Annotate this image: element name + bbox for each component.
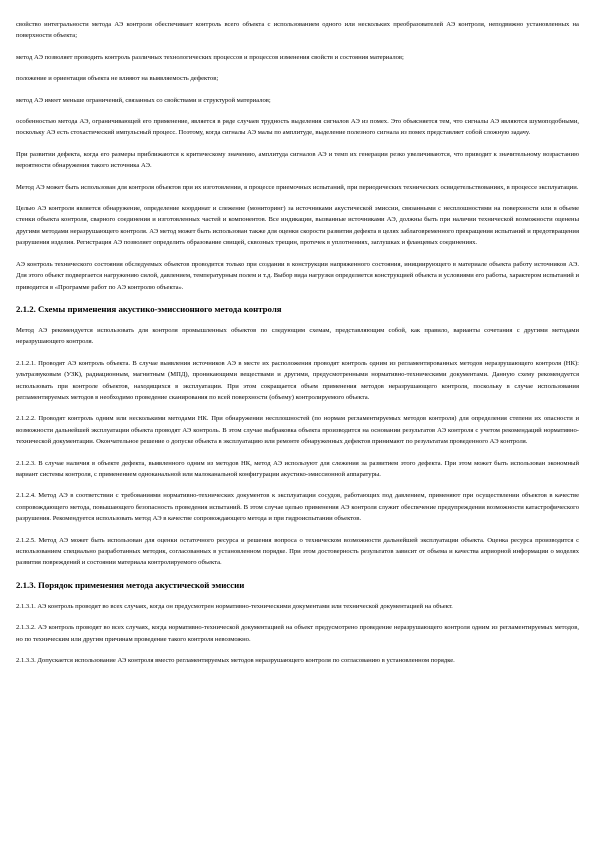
paragraph: 2.1.2.3. В случае наличия в объекте дефекта, выявленного одним из методов НК, метод АЭ используют для слежения за развитием этого дефекта. При этом может быть использован экономный вариант системы контроля, с применением одноканальной или малоканальной конфигурации акустико-эмиссионной аппаратуры. [16, 459, 579, 478]
paragraph: метод АЭ имеет меньше ограничений, связанных со свойствами и структурой материалов; [16, 96, 271, 104]
paragraph: положение и ориентация объекта не влияют на выявляемость дефектов; [16, 75, 219, 83]
paragraph: Целью АЭ контроля является обнаружение, определение координат и слежение (мониторинг) за источниками акустической эмиссии, связанными с несплошностями на поверхности или в объеме стенки объекта контроля, сварного соединения и изготовленных частей и компонентов. Все индикации, вызванные источниками АЭ, должны быть при наличии технической возможности оценены другими методами неразрушающего контроля. АЭ метод может быть использован также для оценки скорости развития дефекта в целях заблаговременного прекращения испытаний и предотвращения разрушения изделия. Регистрация АЭ позволяет определить образование свищей, сквозных трещин, протечек в уплотнениях, заглушках и фланцевых соединениях. [16, 205, 579, 247]
paragraph: 2.1.2.1. Проводят АЭ контроль объекта. В случае выявления источников АЭ в месте их расположения проводят контроль одним из регламентированных методов неразрушающего контроля (НК): ультразвуковым (УЗК), радиационным, магнитным (МПД), проникающими веществами и другими, предусмотренными нормативно-техническими документами. Данную схему рекомендуется использовать при контроле объектов, находящихся в эксплуатации. При этом сокращается объем применения методов неразрушающего контроля, поскольку в случае использования регламентируемых методов в необходимо проведение сканирования по всей поверхности (объему) контролируемого объекта. [16, 359, 579, 401]
paragraph: Метод АЭ может быть использован для контроля объектов при их изготовлении, в процессе приемочных испытаний, при периодических технических освидетельствованиях, в процессе эксплуатации. [16, 183, 579, 191]
paragraph: 2.1.3.2. АЭ контроль проводят во всех случаях, когда нормативно-технической документацией на объект предусмотрено проведение неразрушающего контроля одним из регламентируемых методов, но по техническим или другим причинам проведение такого контроля невозможно. [16, 624, 579, 643]
section-heading: 2.1.2. Схемы применения акустико-эмиссионного метода контроля [16, 303, 282, 314]
paragraph: АЭ контроль технического состояния обследуемых объектов проводится только при создании в конструкции напряженного состояния, инициирующего в материале объекта работу источников АЭ. Для этого объект подвергается нагружению силой, давлением, температурным полем и т.д. Выбор вида нагрузки определяется конструкцией объекта и условиями его работы, характером испытаний и приводится в «Программе работ по АЭ контролю объекта». [16, 260, 579, 291]
paragraph: 2.1.2.2. Проводят контроль одним или несколькими методами НК. При обнаружении несплошностей (по нормам регламентируемых методов контроля) для определения степени их опасности и возможности дальнейшей эксплуатации объекта проводят АЭ контроль. В этом случае выбраковка объекта производится на основании результатов АЭ контроля с учетом рекомендаций нормативно-технической документации. Окончательное решение о допуске объекта в эксплуатацию или ремонте обнаруженных дефектов принимают по результатам проведенного АЭ контроля. [16, 415, 579, 446]
paragraph: 2.1.3.1. АЭ контроль проводят во всех случаях, когда он предусмотрен нормативно-техническими документами или технической документацией на объект. [16, 602, 453, 610]
paragraph: При развитии дефекта, когда его размеры приближаются к критическому значению, амплитуда сигналов АЭ и темп их генерации резко увеличиваются, что приводит к значительному возрастанию вероятности обнаружения такого источника АЭ. [16, 150, 579, 170]
section-heading: 2.1.3. Порядок применения метода акустической эмиссии [16, 579, 245, 590]
document-page [16, 19, 579, 676]
paragraph: метод АЭ позволяет проводить контроль различных технологических процессов и процессов изменения свойств и состояния материалов; [16, 53, 404, 61]
paragraph: 2.1.3.3. Допускается использование АЭ контроля вместо регламентируемых методов неразрушающего контроля по согласованию в установленном порядке. [16, 657, 455, 665]
paragraph: 2.1.2.5. Метод АЭ может быть использован для оценки остаточного ресурса и решения вопроса о техническом возможности дальнейшей эксплуатации объекта. Оценка ресурса производится с использованием специально разработанных методик, согласованных в установленном порядке. При этом достоверность результатов зависит от объема и качества априорной информации о моделях развития повреждений и состоянии материала контролируемого объекта. [16, 536, 579, 567]
paragraph: особенностью метода АЭ, ограничивающей его применение, является в ряде случаев трудность выделения сигналов АЭ из помех. Это объясняется тем, что сигналы АЭ являются шумоподобными, поскольку АЭ есть стохастический импульсный процесс. Поэтому, когда сигналы АЭ малы по амплитуде, выделение полезного сигнала из помех представляет собой сложную задачу. [16, 118, 579, 137]
paragraph: свойство интегральности метода АЭ контроля обеспечивает контроль всего объекта с использованием одного или нескольких преобразователей АЭ контроля, неподвижно установленных на поверхности объекта; [16, 21, 579, 40]
paragraph: 2.1.2.4. Метод АЭ в соответствии с требованиями нормативно-технических документов к эксплуатации сосудов, работающих под давлением, применяют при осуществлении объектов в качестве сопровождающего метода, повышающего безопасность проведения испытаний. В этом случае целью применения АЭ контроля служит обеспечение предупреждения возможности катастрофического разрушения. Рекомендуется использовать метод АЭ в качестве сопровождающего метода и при гидроиспытании объектов. [16, 492, 579, 523]
paragraph: Метод АЭ рекомендуется использовать для контроля промышленных объектов по следующим схемам, представляющим собой, как правило, варианты сочетания с другими методами неразрушающего контроля. [16, 326, 579, 346]
